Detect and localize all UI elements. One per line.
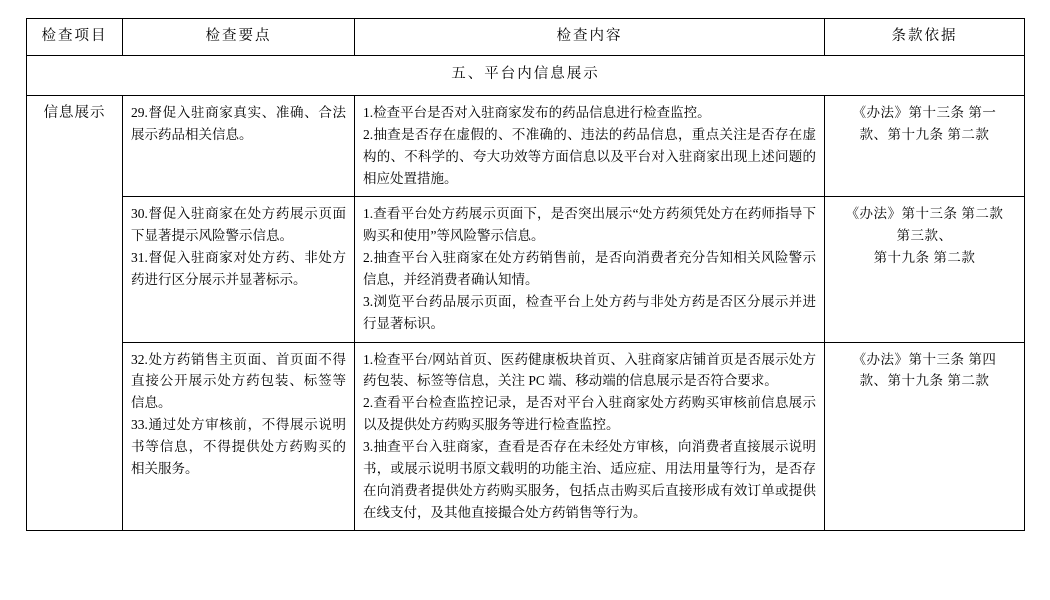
points-cell <box>123 197 355 342</box>
content-cell <box>355 342 825 531</box>
basis-line: 款、第十九条 第二款 <box>859 126 990 142</box>
basis-line: 《办法》第十三条 第一 <box>852 104 997 120</box>
header-cell-points: 检查要点 <box>123 19 355 56</box>
table-header-row <box>27 19 1025 56</box>
basis-line: 款、第十九条 第二款 <box>859 373 990 389</box>
header-cell-basis: 条款依据 <box>825 19 1025 56</box>
header-cell-category: 检查项目 <box>27 19 123 56</box>
category-cell: 信息展示 <box>27 95 123 530</box>
basis-cell <box>825 95 1025 196</box>
section-title-row <box>27 56 1025 95</box>
inspection-table <box>26 18 1025 531</box>
section-title: 五、平台内信息展示 <box>27 56 1025 95</box>
content-line: 3.浏览平台药品展示页面，检查平台上处方药与非处方药是否区分展示并进行显著标识。 <box>363 293 816 331</box>
content-line: 1.检查平台是否对入驻商家发布的药品信息进行检查监控。 <box>363 104 711 120</box>
points-cell <box>123 95 355 196</box>
table-body <box>27 56 1025 531</box>
points-line: 30.督促入驻商家在处方药展示页面下显著提示风险警示信息。 <box>131 206 346 244</box>
basis-cell <box>825 197 1025 342</box>
content-cell <box>355 197 825 342</box>
content-line: 1.检查平台/网站首页、医药健康板块首页、入驻商家店铺首页是否展示处方药包装、标签等信息，关注 PC 端、移动端的信息展示是否符合要求。 <box>363 351 816 389</box>
points-line: 29.督促入驻商家真实、准确、合法展示药品相关信息。 <box>131 104 346 142</box>
basis-line: 第三款、 <box>896 228 953 244</box>
content-cell <box>355 95 825 196</box>
basis-line: 《办法》第十三条 第二款 <box>845 206 1004 222</box>
points-line: 33.通过处方审核前，不得展示说明书等信息，不得提供处方药购买的相关服务。 <box>131 417 346 476</box>
table-row <box>27 197 1025 342</box>
table-row <box>27 95 1025 196</box>
basis-line: 《办法》第十三条 第四 <box>852 351 997 367</box>
content-line: 2.查看平台检查监控记录，是否对平台入驻商家处方药购买审核前信息展示以及提供处方药购买服务等进行检查监控。 <box>363 395 816 433</box>
points-line: 31.督促入驻商家对处方药、非处方药进行区分展示并显著标示。 <box>131 250 346 287</box>
basis-cell <box>825 342 1025 531</box>
header-cell-content: 检查内容 <box>355 19 825 56</box>
basis-line: 第十九条 第二款 <box>873 250 976 266</box>
content-line: 2.抽查是否存在虚假的、不准确的、违法的药品信息，重点关注是否存在虚构的、不科学的、夸大功效等方面信息以及平台对入驻商家出现上述问题的相应处置措施。 <box>363 126 816 186</box>
content-line: 1.查看平台处方药展示页面下，是否突出展示“处方药须凭处方在药师指导下购买和使用”等风险警示信息。 <box>363 206 816 244</box>
table-header <box>27 19 1025 56</box>
table-row <box>27 342 1025 531</box>
points-line: 32.处方药销售主页面、首页面不得直接公开展示处方药包装、标签等信息。 <box>131 351 346 411</box>
content-line: 3.抽查平台入驻商家，查看是否存在未经处方审核，向消费者直接展示说明书，或展示说明书原文载明的功能主治、适应症、用法用量等行为，是否存在向消费者提供处方药购买服务，包括点击购买后直接形成有效订单或提供在线支付，及其他直接撮合处方药销售等行为。 <box>363 439 816 520</box>
content-line: 2.抽查平台入驻商家在处方药销售前，是否向消费者充分告知相关风险警示信息，并经消费者确认知情。 <box>363 250 816 287</box>
points-cell <box>123 342 355 531</box>
